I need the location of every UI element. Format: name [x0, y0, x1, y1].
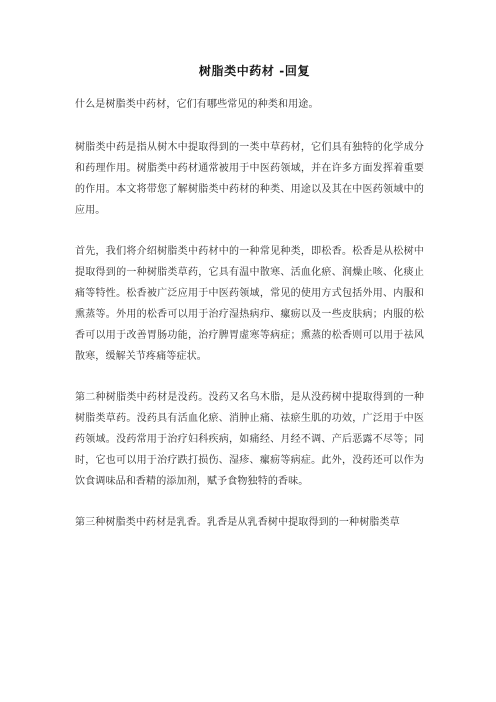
- paragraph-overview: 树脂类中药是指从树木中提取得到的一类中草药材，它们具有独特的化学成分和药理作用。树脂类中药材通常被用于中医药领域，并在许多方面发挥着重要的作用。本文将带您了解树脂类中药材的种类、用途以及其在中医药领域中的应用。: [75, 142, 424, 216]
- paragraph-frankincense: 第三种树脂类中药材是乳香。乳香是从乳香树中提取得到的一种树脂类草: [75, 517, 400, 528]
- intro-question: 什么是树脂类中药材，它们有哪些常见的种类和用途。: [75, 99, 319, 110]
- paragraph-myrrh: 第二种树脂类中药材是没药。没药又名乌木脂，是从没药树中提取得到的一种树脂类草药。没药具有活血化瘀、消肿止痛、祛瘀生肌的功效，广泛用于中医药领域。没药常用于治疗妇科疾病，如痛经、月经不调、产后恶露不尽等；同时，它也可以用于治疗跌打损伤、湿疹、瘰疬等病症。此外，没药还可以作为饮食调味品和香精的添加剂，赋予食物独特的香味。: [75, 392, 424, 487]
- paragraph-rosin: 首先，我们将介绍树脂类中药材中的一种常见种类，即松香。松香是从松树中提取得到的一种树脂类草药，它具有温中散寒、活血化瘀、润燥止咳、化痰止痛等特性。松香被广泛应用于中医药领域，常见的使用方式包括外用、内服和熏蒸等。外用的松香可以用于治疗湿热病疖、瘰疬以及一些皮肤病；内服的松香可以用于改善胃肠功能，治疗脾胃虚寒等病症；熏蒸的松香则可以用于祛风散寒，缓解关节疼痛等症状。: [75, 246, 424, 362]
- document-title: 树脂类中药材 -回复: [198, 64, 311, 78]
